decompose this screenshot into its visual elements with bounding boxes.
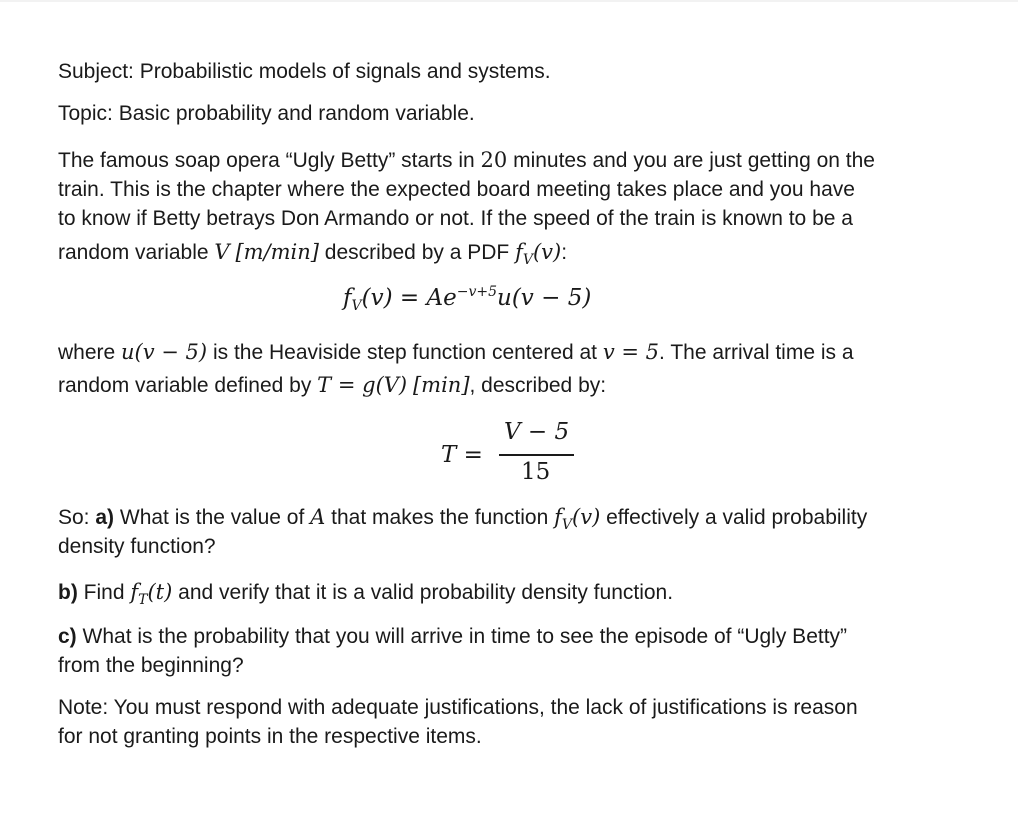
math-unit: [m/min] [235,240,319,264]
question-a-line-2: density function? [58,535,216,558]
text: What is the probability that you will arrive in time to see the episode of “Ugly Betty” [76,625,848,648]
text: What is the value of [114,506,311,529]
problem-line-2: train. This is the chapter where the expected board meeting takes place and you have [58,178,855,201]
text: So: [58,506,96,529]
definition-line-1 [58,337,968,368]
math-Ae: Ae [426,285,457,311]
math-arg: (v) [532,240,562,264]
math-f: f [343,285,352,311]
math-v-equals: v = 5 [602,340,660,364]
math-unit: [min] [412,373,470,397]
math-V: V [214,240,230,264]
fraction-denominator: 15 [521,459,551,485]
math-step: u(v − 5) [121,340,208,364]
math-f: f [515,240,523,264]
topic-line: Topic: Basic probability and random variable. [58,102,475,125]
math-exponent: −v+5 [456,284,498,300]
text: The famous soap opera “Ugly Betty” starts in [58,149,481,172]
question-c-line-1 [58,622,968,652]
text: effectively a valid probability [600,506,868,529]
problem-line-3: to know if Betty betrays Don Armando or not. If the speed of the train is known to be a [58,207,853,230]
text: Find [77,581,131,604]
minutes-value: 20 [480,148,508,172]
problem-line-4 [58,237,968,268]
question-a-line-1 [58,502,968,533]
math-A: A [310,505,326,529]
question-c-line-2: from the beginning? [58,654,244,677]
math-equals: = [392,285,427,311]
math-f: f [130,580,139,604]
question-b-line [58,577,968,608]
text: random variable defined by [58,374,318,397]
text: is the Heaviside step function centered at [207,341,603,364]
text: minutes and you are just getting on the [507,149,875,172]
fraction-bar [499,454,574,456]
text: , described by: [469,374,607,397]
math-sub: V [522,252,533,268]
note-line-2: for not granting points in the respective items. [58,725,482,748]
math-sub: T [138,592,148,608]
text: where [58,341,122,364]
text: and verify that it is a valid probability density function. [172,581,674,604]
definition-line-2 [58,370,968,401]
pdf-equation [343,284,592,314]
arrival-equation-lhs: T = [441,442,483,468]
text: random variable [58,241,215,264]
question-a-label: a) [95,506,115,529]
math-arg: (t) [147,580,173,604]
math-arg: (v) [572,505,601,529]
text: . The arrival time is a [659,341,854,364]
text: described by a PDF [318,241,516,264]
math-sub: V [561,517,573,533]
math-sub: V [351,298,362,314]
math-arg: (v) [361,285,393,311]
math-T-equals: T = g(V) [317,373,408,397]
fraction-numerator: V − 5 [504,419,570,445]
note-line-1: Note: You must respond with adequate justifications, the lack of justifications is reason [58,696,858,719]
text: : [561,241,568,264]
text: that makes the function [325,506,555,529]
subject-line: Subject: Probabilistic models of signals and systems. [58,60,551,83]
math-step: u(v − 5) [497,285,592,311]
top-divider [0,0,1018,2]
question-c-label: c) [58,625,77,648]
math-f: f [554,505,562,529]
question-b-label: b) [58,581,78,604]
problem-line-1 [58,145,968,176]
